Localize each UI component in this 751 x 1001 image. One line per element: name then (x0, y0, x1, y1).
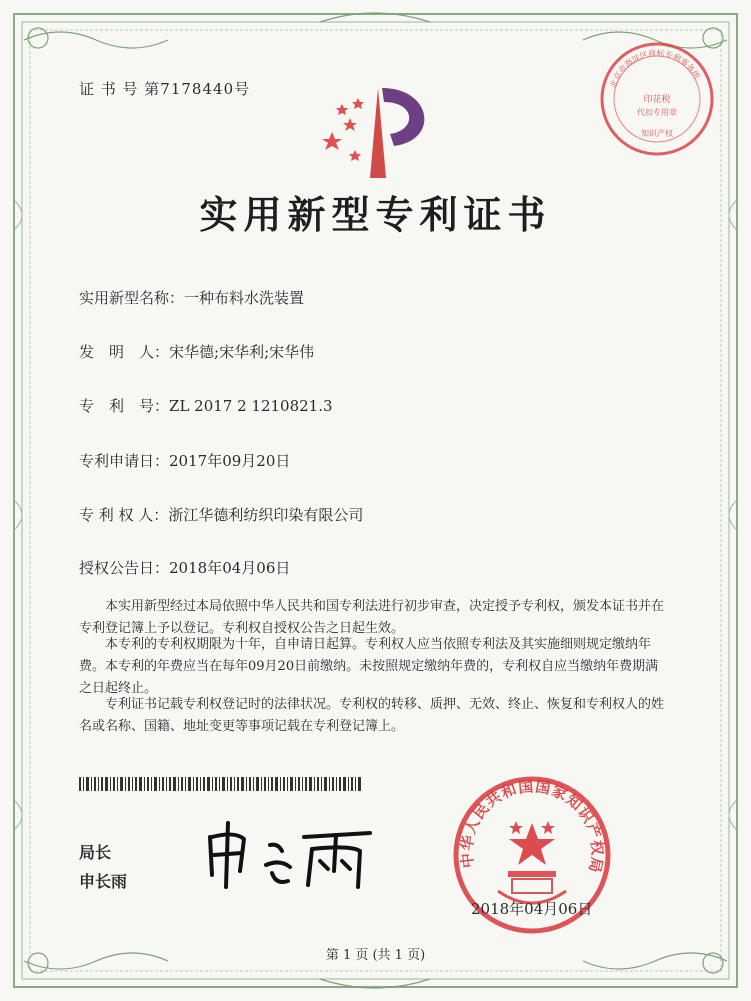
svg-text:印花税: 印花税 (643, 95, 671, 105)
field-application-date (79, 450, 290, 471)
field-value: ZL 2017 2 1210821.3 (169, 397, 333, 415)
paragraph-grant-statement: 本实用新型经过本局依照中华人民共和国专利法进行初步审查，决定授予专利权，颁发本证书并在专利登记簿上予以登记。专利权自授权公告之日起生效。 (79, 599, 665, 636)
field-utility-model-name (79, 287, 304, 308)
page-number: 第 1 页 (共 1 页) (325, 948, 426, 963)
certificate-title: 实用新型专利证书 (199, 192, 552, 237)
field-value: 宋华德;宋华利;宋华伟 (169, 343, 315, 361)
svg-text:代扣专用章: 代扣专用章 (637, 108, 677, 117)
paragraph-term-and-fees: 本专利的专利权期限为十年，自申请日起算。专利权人应当依照专利法及其实施细则规定缴纳年费。本专利的年费应当在每年09月20日前缴纳。未按照规定缴纳年费的，专利权自应当缴纳年费期满之日起终止。 (79, 637, 659, 696)
director-title: 局长 (79, 843, 112, 862)
field-label: 发 明 人： (79, 343, 170, 361)
issue-date: 2018年04月06日 (471, 900, 593, 918)
field-label: 专利申请日： (79, 452, 170, 470)
paragraph-legal-status: 专利证书记载专利权登记时的法律状况。专利权的转移、质押、无效、终止、恢复和专利权人的姓名或名称、国籍、地址变更等事项记载在专利登记簿上。 (79, 697, 665, 734)
director-name: 申长雨 (79, 872, 128, 891)
patent-office-logo (312, 80, 447, 180)
director-signature (200, 815, 380, 895)
field-patentee (79, 504, 363, 525)
svg-text:北京市海淀区商标专利事务所: 北京市海淀区商标专利事务所 (608, 48, 702, 89)
field-value: 2017年09月20日 (169, 452, 291, 470)
field-label: 专 利 号： (79, 397, 170, 415)
agency-seal-stamp (598, 40, 716, 158)
barcode (79, 777, 362, 791)
svg-text:知识产权: 知识产权 (641, 129, 673, 138)
field-label: 实用新型名称： (79, 289, 185, 307)
certificate-number: 证 书 号 第7178440号 (79, 80, 251, 98)
field-inventors (79, 341, 314, 362)
svg-text:中华人民共和国国家知识产权局: 中华人民共和国国家知识产权局 (457, 777, 607, 876)
field-value: 2018年04月06日 (169, 559, 291, 577)
field-grant-date (79, 557, 290, 578)
field-patent-number (79, 395, 333, 416)
field-label: 专 利 权 人： (79, 506, 169, 524)
field-value: 一种布料水洗装置 (184, 289, 305, 307)
field-label: 授权公告日： (79, 559, 170, 577)
field-value: 浙江华德利纺织印染有限公司 (168, 506, 364, 524)
